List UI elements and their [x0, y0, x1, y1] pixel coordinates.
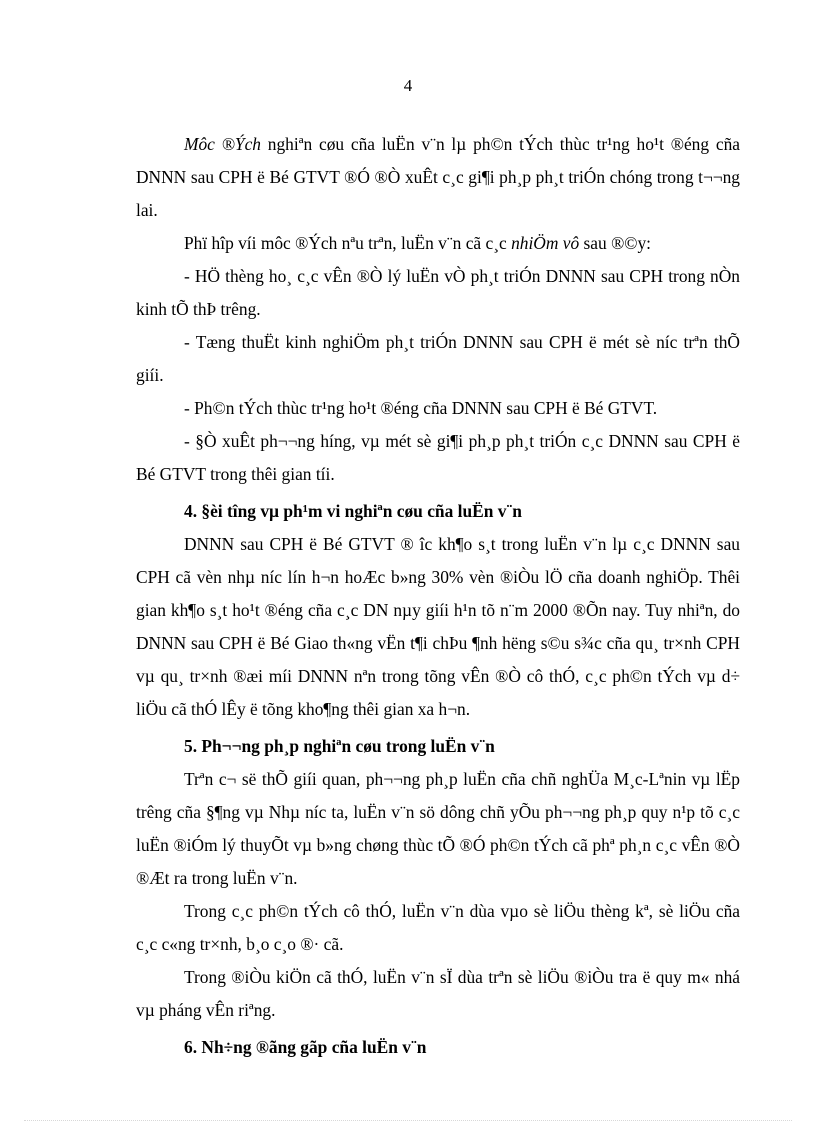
paragraph-tasks-end: sau ®©y: [579, 233, 652, 253]
page-number: 4 [403, 76, 413, 95]
paragraph-scope: DNNN sau CPH ë Bé GTVT ® îc kh¶o s¸t trong luËn v¨n lµ c¸c DNNN sau CPH cã vèn nhµ níc lín h¬n hoÆc b»ng 30% vèn ®iÒu lÖ cña doanh nghiÖp. Thêi gian kh¶o s¸t ho¹t ®éng cña c¸c DN nµy giíi h¹n tõ n¨m 2000 ®Õn nay. Tuy nhiªn, do DNNN sau CPH ë Bé Giao th«ng vËn t¶i chÞu ¶nh hëng s©u s¾c cña qu¸ tr×nh CPH vµ qu¸ tr×nh ®æi míi DNNN nªn trong tõng vÊn ®Ò cô thÓ, c¸c ph©n tÝch vµ d÷ liÖu cã thÓ lÊy ë tõng kho¶ng thêi gian xa h¬n. [136, 534, 740, 719]
task-item-4: - §Ò xuÊt ph¬¬ng híng, vµ mét sè gi¶i ph¸p ph¸t triÓn c¸c DNNN sau CPH ë Bé GTVT trong thêi gian tíi. [136, 431, 740, 484]
paragraph-tasks-start: Phï hîp víi môc ®Ých nªu trªn, luËn v¨n cã c¸c [184, 233, 512, 253]
section-heading-5: 5. Ph¬¬ng ph¸p nghiªn cøu trong luËn v¨n [184, 736, 495, 756]
paragraph-tasks-intro [136, 227, 740, 260]
task-item-2: - Tæng thuËt kinh nghiÖm ph¸t triÓn DNNN sau CPH ë mét sè níc trªn thÕ giíi. [136, 332, 740, 385]
italic-term-tasks: nhiÖm vô [511, 233, 580, 253]
italic-term-purpose: Môc ®Ých [184, 134, 261, 154]
paragraph-surveys: Trong ®iÒu kiÖn cã thÓ, luËn v¨n sÏ dùa trªn sè liÖu ®iÒu tra ë quy m« nhá vµ pháng vÊn riªng. [136, 967, 740, 1020]
document-body [136, 128, 740, 1064]
paragraph-purpose [136, 128, 740, 227]
page-bottom-rule [24, 1120, 792, 1121]
paragraph-methods: Trªn c¬ së thÕ giíi quan, ph¬¬ng ph¸p luËn cña chñ nghÜa M¸c-Lªnin vµ lËp trêng cña §¶ng vµ Nhµ níc ta, luËn v¨n sö dông chñ yÕu ph¬¬ng ph¸p quy n¹p tõ c¸c luËn ®iÓm lý thuyÕt vµ b»ng chøng thùc tÕ ®Ó ph©n tÝch cã phª ph¸n c¸c vÊn ®Ò ®Æt ra trong luËn v¨n. [136, 769, 740, 888]
paragraph-purpose-text: nghiªn cøu cña luËn v¨n lµ ph©n tÝch thùc tr¹ng ho¹t ®éng cña DNNN sau CPH ë Bé GTVT ®Ó ®Ò xuÊt c¸c gi¶i ph¸p ph¸t triÓn chóng trong t¬¬ng lai. [136, 134, 740, 220]
section-heading-6: 6. Nh÷ng ®ãng gãp cña luËn v¨n [184, 1037, 427, 1057]
section-heading-4: 4. §èi tîng vµ ph¹m vi nghiªn cøu cña luËn v¨n [184, 501, 522, 521]
task-item-1: - HÖ thèng ho¸ c¸c vÊn ®Ò lý luËn vÒ ph¸t triÓn DNNN sau CPH trong nÒn kinh tÕ thÞ trêng. [136, 266, 740, 319]
task-item-3: - Ph©n tÝch thùc tr¹ng ho¹t ®éng cña DNNN sau CPH ë Bé GTVT. [184, 398, 658, 418]
paragraph-data-sources: Trong c¸c ph©n tÝch cô thÓ, luËn v¨n dùa vµo sè liÖu thèng kª, sè liÖu cña c¸c c«ng tr×nh, b¸o c¸o ®· cã. [136, 901, 740, 954]
